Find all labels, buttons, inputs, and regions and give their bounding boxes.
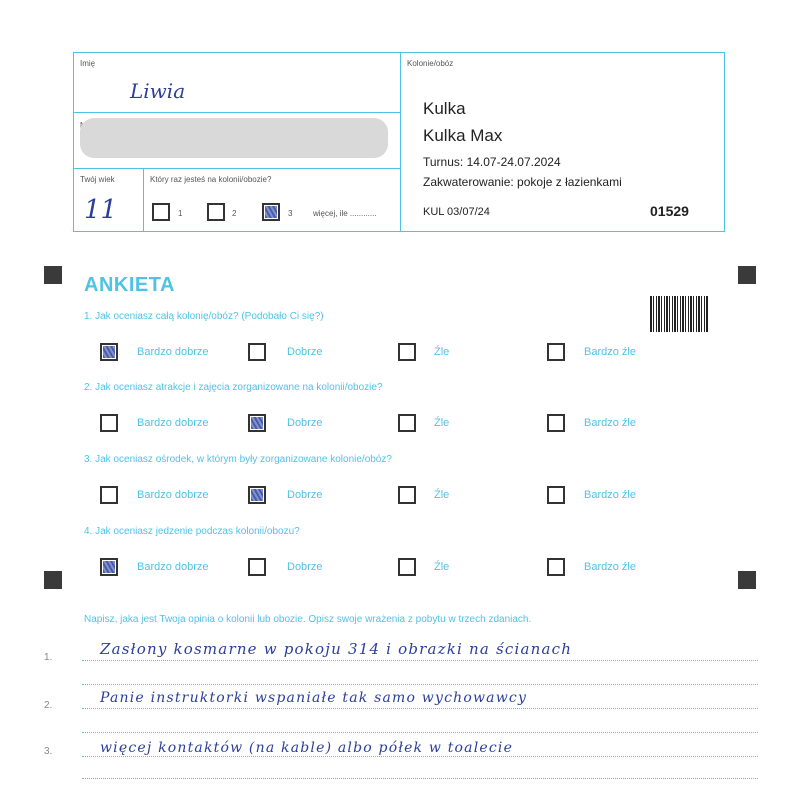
q4-option-1-label: Bardzo dobrze [137, 561, 209, 573]
camp-section [401, 53, 724, 231]
opinion-line-number-2: 2. [44, 700, 53, 711]
camp-name-2: Kulka Max [423, 126, 503, 145]
more-label: więcej, ile ............ [313, 209, 377, 218]
q3-option-4-label: Bardzo źle [584, 489, 636, 501]
opinion-rule-2a [82, 708, 758, 709]
registration-marker-bottom-left [44, 571, 62, 589]
q1-option-3-label: Źle [434, 346, 450, 358]
barcode [650, 296, 708, 332]
wiek-cell [74, 169, 144, 231]
registration-marker-top-left [44, 266, 62, 284]
q3-option-4-checkbox[interactable] [547, 486, 565, 504]
opinion-line-number-3: 3. [44, 746, 53, 757]
opinion-line-2: Panie instruktorki wspaniałe tak samo wychowawcy [100, 690, 528, 706]
opinion-line-3: więcej kontaktów (na kable) albo półek w toalecie [100, 740, 514, 756]
q3-option-3-checkbox[interactable] [398, 486, 416, 504]
redacted-surname [80, 118, 388, 158]
q3-option-2-checkbox[interactable] [248, 486, 266, 504]
q3-option-3-label: Źle [434, 489, 450, 501]
q1-option-1-checkbox[interactable] [100, 343, 118, 361]
q2-option-2-checkbox[interactable] [248, 414, 266, 432]
q1-option-4-label: Bardzo źle [584, 346, 636, 358]
q2-option-3-label: Źle [434, 417, 450, 429]
times-label-2: 2 [232, 209, 237, 218]
q3-option-2-label: Dobrze [287, 489, 323, 501]
survey-title: ANKIETA [84, 274, 175, 296]
q4-option-3-label: Źle [434, 561, 450, 573]
q4-option-4-label: Bardzo źle [584, 561, 636, 573]
camp-name: Kulka [423, 99, 466, 118]
times-label-3: 3 [288, 209, 293, 218]
q4-option-4-checkbox[interactable] [547, 558, 565, 576]
q3-option-1-checkbox[interactable] [100, 486, 118, 504]
ktory-raz-label: Który raz jesteś na kolonii/obozie? [150, 175, 272, 184]
q1-option-3-checkbox[interactable] [398, 343, 416, 361]
zakwaterowanie: Zakwaterowanie: pokoje z łazienkami [423, 175, 622, 189]
times-label-1: 1 [178, 209, 183, 218]
question-4: 4. Jak oceniasz jedzenie podczas kolonii/obozu? [84, 526, 300, 537]
question-2: 2. Jak oceniasz atrakcje i zajęcia zorganizowane na kolonii/obozie? [84, 382, 383, 393]
q4-option-2-label: Dobrze [287, 561, 323, 573]
q3-option-1-label: Bardzo dobrze [137, 489, 209, 501]
opinion-rule-1b [82, 684, 758, 685]
ktory-raz-cell [144, 169, 400, 231]
turnus: Turnus: 14.07-24.07.2024 [423, 155, 561, 169]
times-checkbox-2[interactable] [207, 203, 225, 221]
imie-cell [74, 53, 400, 113]
registration-marker-bottom-right [738, 571, 756, 589]
opinion-rule-3b [82, 778, 758, 779]
imie-value: Liwia [130, 79, 186, 103]
q4-option-1-checkbox[interactable] [100, 558, 118, 576]
q2-option-3-checkbox[interactable] [398, 414, 416, 432]
times-checkbox-3[interactable] [262, 203, 280, 221]
q2-option-4-checkbox[interactable] [547, 414, 565, 432]
times-checkbox-1[interactable] [152, 203, 170, 221]
opinion-rule-1a [82, 660, 758, 661]
camp-code: KUL 03/07/24 [423, 206, 490, 218]
q1-option-1-label: Bardzo dobrze [137, 346, 209, 358]
wiek-label: Twój wiek [80, 175, 115, 184]
q1-option-2-checkbox[interactable] [248, 343, 266, 361]
camp-label: Kolonie/obóz [407, 59, 454, 68]
opinion-line-1: Zasłony kosmarne w pokoju 314 i obrazki na ścianach [100, 640, 573, 658]
opinion-prompt: Napisz, jaka jest Twoja opinia o kolonii lub obozie. Opisz swoje wrażenia z pobytu w trzech zdaniach. [84, 614, 532, 625]
q2-option-4-label: Bardzo źle [584, 417, 636, 429]
camp-number: 01529 [650, 203, 689, 219]
wiek-value: 11 [84, 195, 118, 225]
q1-option-4-checkbox[interactable] [547, 343, 565, 361]
registration-marker-top-right [738, 266, 756, 284]
q1-option-2-label: Dobrze [287, 346, 323, 358]
q4-option-2-checkbox[interactable] [248, 558, 266, 576]
opinion-rule-2b [82, 732, 758, 733]
q2-option-1-label: Bardzo dobrze [137, 417, 209, 429]
question-1: 1. Jak oceniasz całą kolonię/obóz? (Podobało Ci się?) [84, 311, 324, 322]
q2-option-1-checkbox[interactable] [100, 414, 118, 432]
question-3: 3. Jak oceniasz ośrodek, w którym były zorganizowane kolonie/obóz? [84, 454, 392, 465]
opinion-line-number-1: 1. [44, 652, 53, 663]
imie-label: Imię [80, 59, 96, 68]
q2-option-2-label: Dobrze [287, 417, 323, 429]
opinion-rule-3a [82, 756, 758, 757]
q4-option-3-checkbox[interactable] [398, 558, 416, 576]
